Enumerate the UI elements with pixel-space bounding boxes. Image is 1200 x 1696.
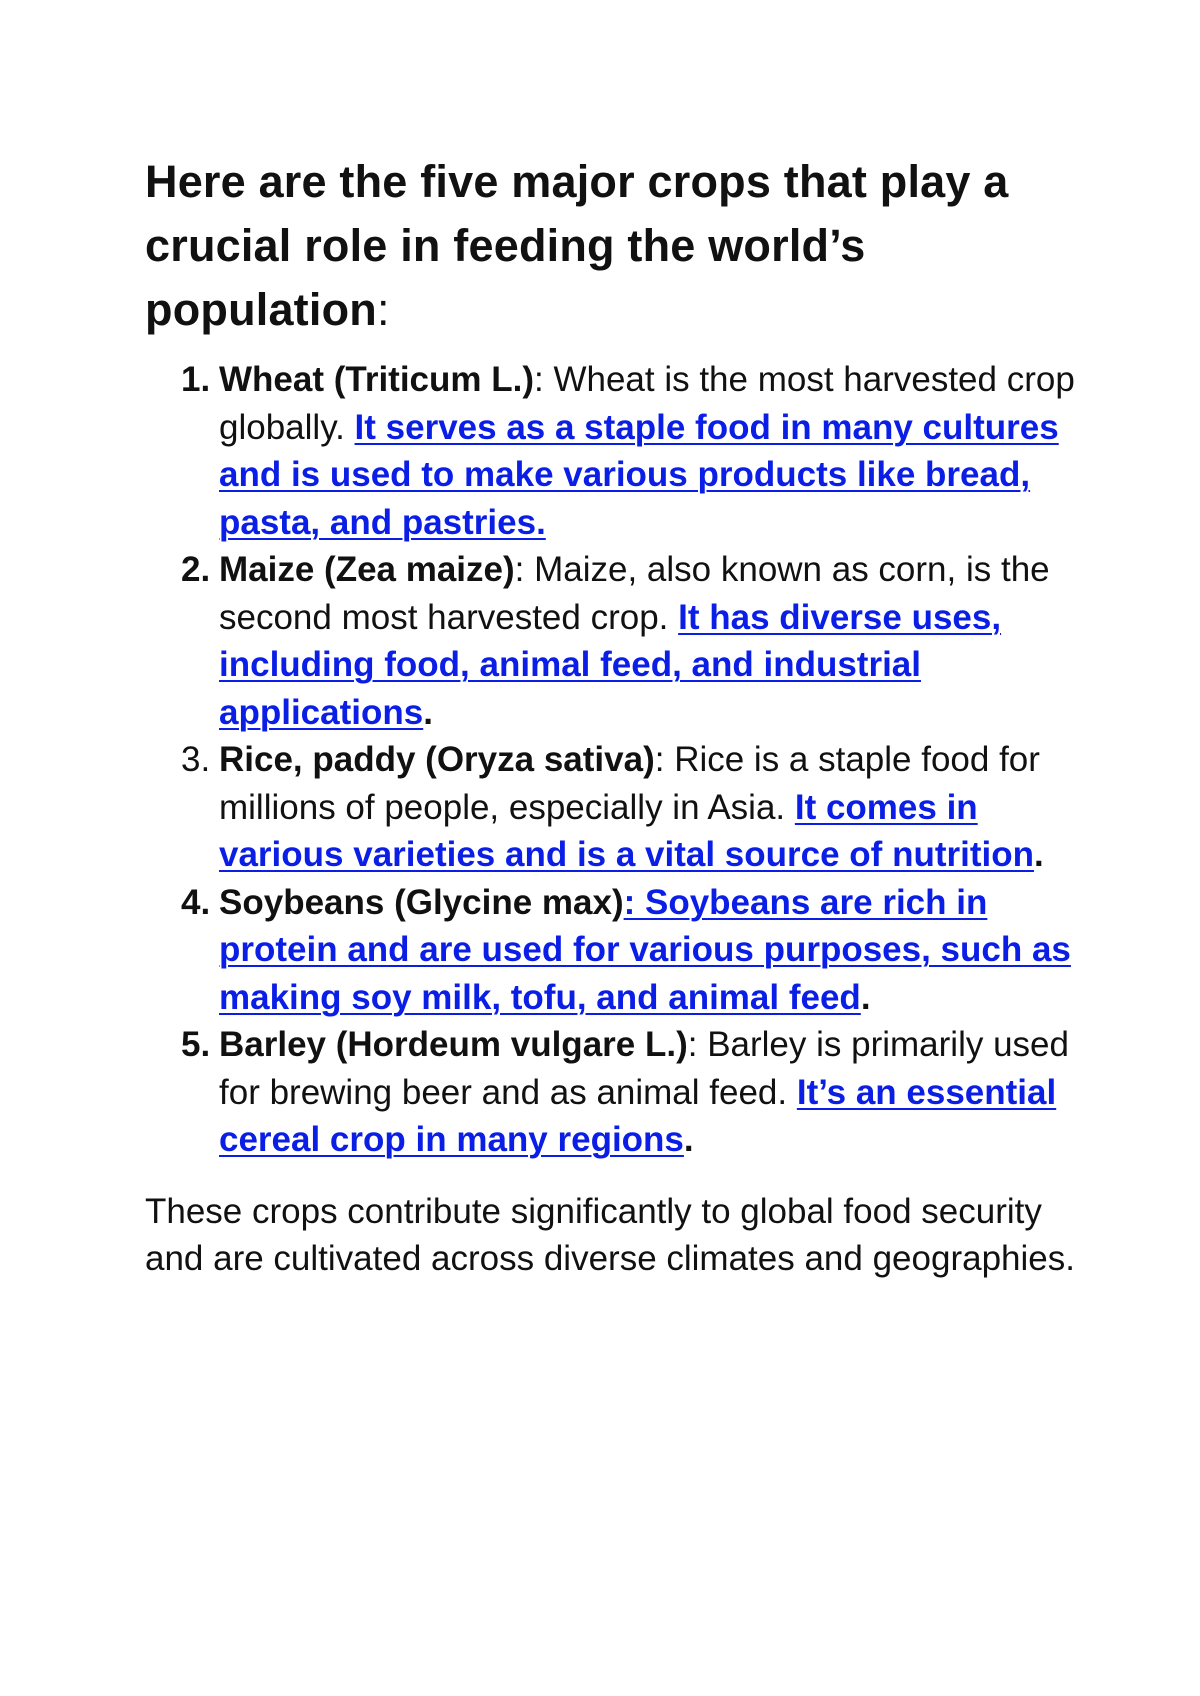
crop-source-link[interactable]: It comes in various varieties and is a vital source of nutrition bbox=[219, 787, 1034, 874]
crop-trailing: . bbox=[423, 692, 433, 732]
crop-trailing: . bbox=[860, 977, 871, 1017]
list-number: 5. bbox=[181, 1025, 211, 1064]
page-title-text: Here are the five major crops that play a crucial role in feeding the world’s population bbox=[145, 156, 1009, 335]
page-title bbox=[145, 150, 1075, 342]
crop-source-link[interactable]: It has diverse uses, including food, animal feed, and industrial applications bbox=[219, 597, 1002, 732]
crop-separator: : bbox=[534, 360, 554, 399]
crop-source-link[interactable]: It’s an essential cereal crop in many regions bbox=[219, 1072, 1057, 1159]
list-item-barley bbox=[145, 1021, 1075, 1164]
crop-description: Barley is primarily used for brewing beer and as animal feed. bbox=[219, 1025, 1069, 1112]
list-number: 3. bbox=[181, 740, 211, 779]
crop-trailing: . bbox=[683, 1120, 694, 1159]
crop-separator: : bbox=[654, 740, 675, 779]
crop-source-link[interactable]: : Soybeans are rich in protein and are used for various purposes, such as making soy milk, tofu, and animal feed bbox=[219, 882, 1071, 1017]
crop-description: Rice is a staple food for millions of people, especially in Asia. bbox=[219, 740, 1040, 827]
page-title-colon: : bbox=[376, 284, 390, 335]
crop-description: Wheat is the most harvested crop globally. bbox=[219, 360, 1075, 447]
list-item-wheat bbox=[145, 356, 1075, 546]
list-number: 4. bbox=[181, 882, 211, 922]
crop-name: Rice, paddy (Oryza sativa) bbox=[219, 740, 655, 779]
crop-name: Barley (Hordeum vulgare L.) bbox=[219, 1025, 688, 1064]
crop-source-link[interactable]: It serves as a staple food in many cultures and is used to make various products like bread, pasta, and pastries. bbox=[219, 407, 1059, 542]
crop-name: Maize (Zea maize) bbox=[219, 550, 515, 589]
crop-separator: : bbox=[687, 1025, 708, 1064]
crop-name: Soybeans (Glycine max) bbox=[219, 882, 624, 922]
document-page bbox=[145, 150, 1075, 1283]
list-number: 2. bbox=[181, 550, 211, 589]
list-item-rice bbox=[145, 736, 1075, 879]
list-number: 1. bbox=[181, 360, 211, 399]
crop-list bbox=[145, 356, 1075, 1164]
crop-trailing: . bbox=[1033, 835, 1044, 874]
crop-description: Maize, also known as corn, is the second most harvested crop. bbox=[219, 550, 1050, 637]
crop-separator: : bbox=[514, 550, 535, 589]
crop-name: Wheat (Triticum L.) bbox=[219, 360, 534, 399]
list-item-maize bbox=[145, 546, 1075, 736]
list-item-soybeans bbox=[145, 879, 1075, 1022]
closing-paragraph: These crops contribute significantly to global food security and are cultivated across diverse climates and geographies. bbox=[145, 1191, 1075, 1278]
